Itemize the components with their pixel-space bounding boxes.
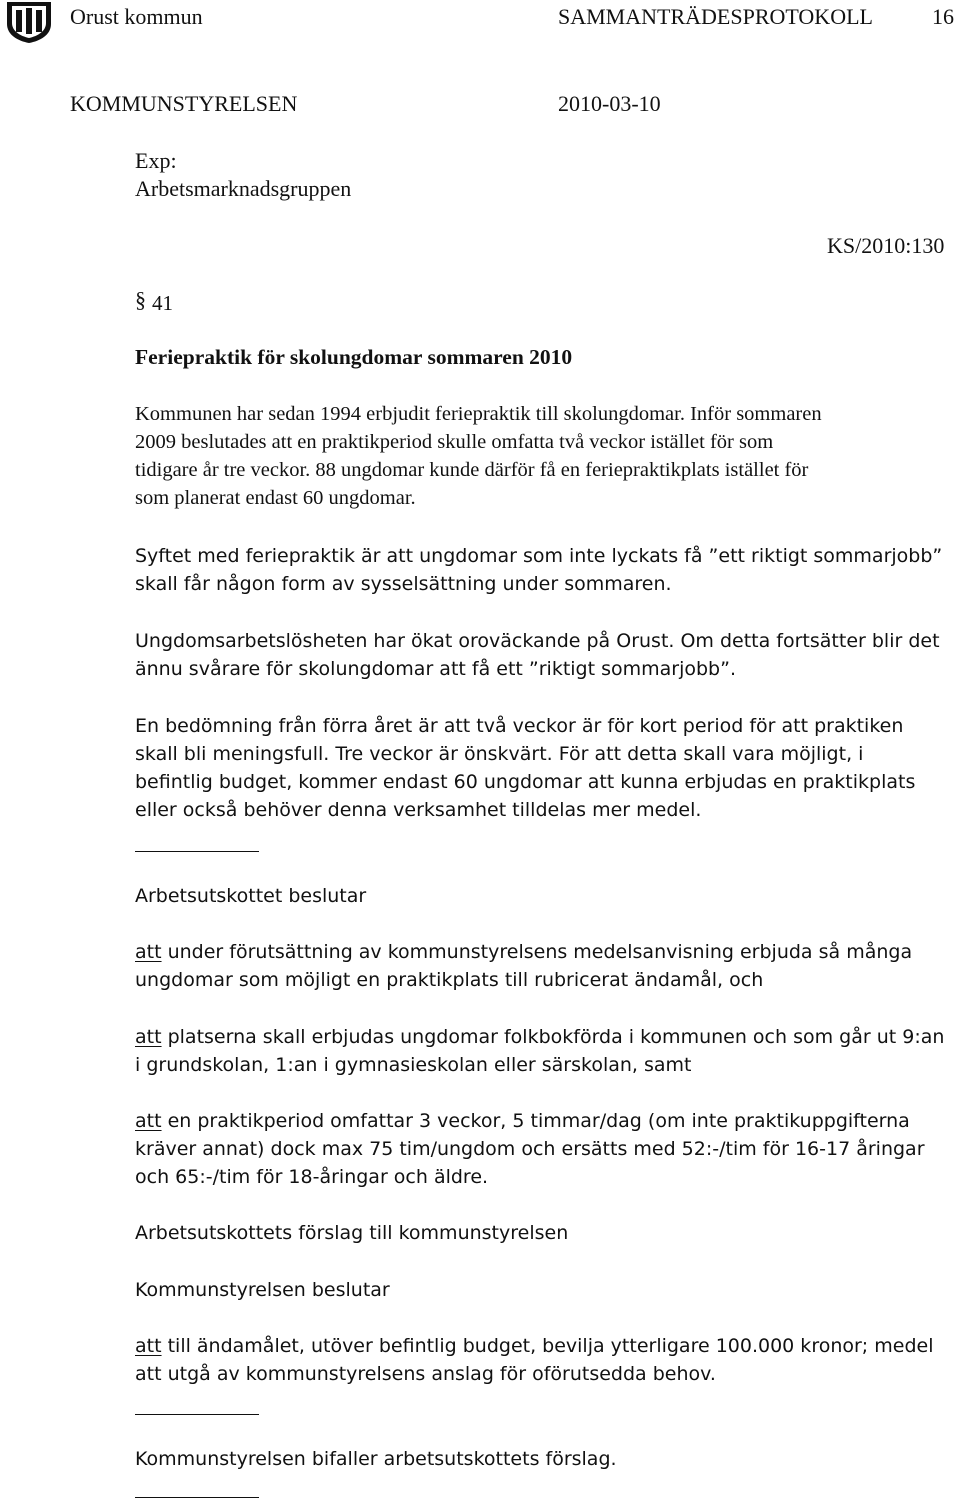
page-title: Feriepraktik för skolungdomar sommaren 2010 [135, 345, 573, 369]
text-line: som planerat endast 60 ungdomar. [135, 487, 416, 509]
text-line: att under förutsättning av kommunstyrelsens medelsanvisning erbjuda så många [135, 941, 913, 963]
text-line: att platserna skall erbjudas ungdomar folkbokförda i kommunen och som går ut 9:an [135, 1026, 945, 1048]
au-decision [135, 1107, 955, 1191]
ks-heading: Kommunstyrelsen beslutar [135, 1279, 390, 1301]
text-line: skall bli meningsfull. Tre veckor är önskvärt. För att detta skall vara möjligt, i [135, 743, 864, 765]
divider [135, 1414, 259, 1415]
document-type: SAMMANTRÄDESPROTOKOLL [558, 4, 873, 29]
body-paragraph [135, 542, 955, 598]
final-statement: Kommunstyrelsen bifaller arbetsutskottets förslag. [135, 1448, 617, 1470]
text-line: Kommunen har sedan 1994 erbjudit feriepraktik till skolungdomar. Inför sommaren [135, 403, 822, 425]
text-line: 2009 beslutades att en praktikperiod skulle omfatta två veckor istället för som [135, 431, 774, 453]
dispatch-label: Exp: [135, 148, 177, 173]
att-keyword: att [135, 1110, 162, 1132]
divider [135, 851, 259, 852]
ks-decision [135, 1332, 955, 1388]
municipality-name: Orust kommun [70, 4, 203, 29]
body-paragraph [135, 627, 955, 683]
text-line: befintlig budget, kommer endast 60 ungdomar att kunna erbjudas en praktikplats [135, 771, 916, 793]
text-line: eller också behöver denna verksamhet tilldelas mer medel. [135, 799, 702, 821]
att-keyword: att [135, 941, 162, 963]
au-decision [135, 1023, 955, 1079]
text-line: att utgå av kommunstyrelsens anslag för oförutsedda behov. [135, 1363, 716, 1385]
text-line: Syftet med feriepraktik är att ungdomar som inte lyckats få ”ett riktigt sommarjobb” [135, 545, 943, 567]
text-line: ännu svårare för skolungdomar att få ett ”riktigt sommarjobb”. [135, 658, 736, 680]
au-heading: Arbetsutskottet beslutar [135, 885, 367, 907]
board-name: KOMMUNSTYRELSEN [70, 91, 298, 116]
body-paragraph [135, 712, 955, 824]
proposal-heading: Arbetsutskottets förslag till kommunstyrelsen [135, 1222, 569, 1244]
text-line: En bedömning från förra året är att två veckor är för kort period för att praktiken [135, 715, 904, 737]
text-line: och 65:-/tim för 18-åringar och äldre. [135, 1166, 489, 1188]
section-number: 41 [152, 291, 173, 315]
text-line: att till ändamålet, utöver befintlig budget, bevilja ytterligare 100.000 kronor; medel [135, 1335, 934, 1357]
page-number: 16 [932, 4, 954, 29]
meeting-date: 2010-03-10 [558, 91, 661, 116]
text-line: Ungdomsarbetslösheten har ökat oroväckande på Orust. Om detta fortsätter blir det [135, 630, 940, 652]
divider [135, 1497, 259, 1498]
municipal-seal-icon [4, 0, 54, 44]
text-line: att en praktikperiod omfattar 3 veckor, 5 timmar/dag (om inte praktikuppgifterna [135, 1110, 910, 1132]
text-line: i grundskolan, 1:an i gymnasieskolan eller särskolan, samt [135, 1054, 692, 1076]
att-keyword: att [135, 1335, 162, 1357]
text-line: tidigare år tre veckor. 88 ungdomar kunde därför få en feriepraktikplats istället för [135, 459, 809, 481]
text-line: kräver annat) dock max 75 tim/ungdom och ersätts med 52:-/tim för 16-17 åringar [135, 1138, 925, 1160]
att-keyword: att [135, 1026, 162, 1048]
text-line: skall får någon form av sysselsättning under sommaren. [135, 573, 672, 595]
section-symbol: § [135, 287, 146, 312]
dispatch-recipient: Arbetsmarknadsgruppen [135, 176, 352, 201]
case-number: KS/2010:130 [827, 233, 945, 258]
text-line: ungdomar som möjligt en praktikplats till rubricerat ändamål, och [135, 969, 764, 991]
intro-paragraph [135, 400, 955, 512]
au-decision [135, 938, 955, 994]
